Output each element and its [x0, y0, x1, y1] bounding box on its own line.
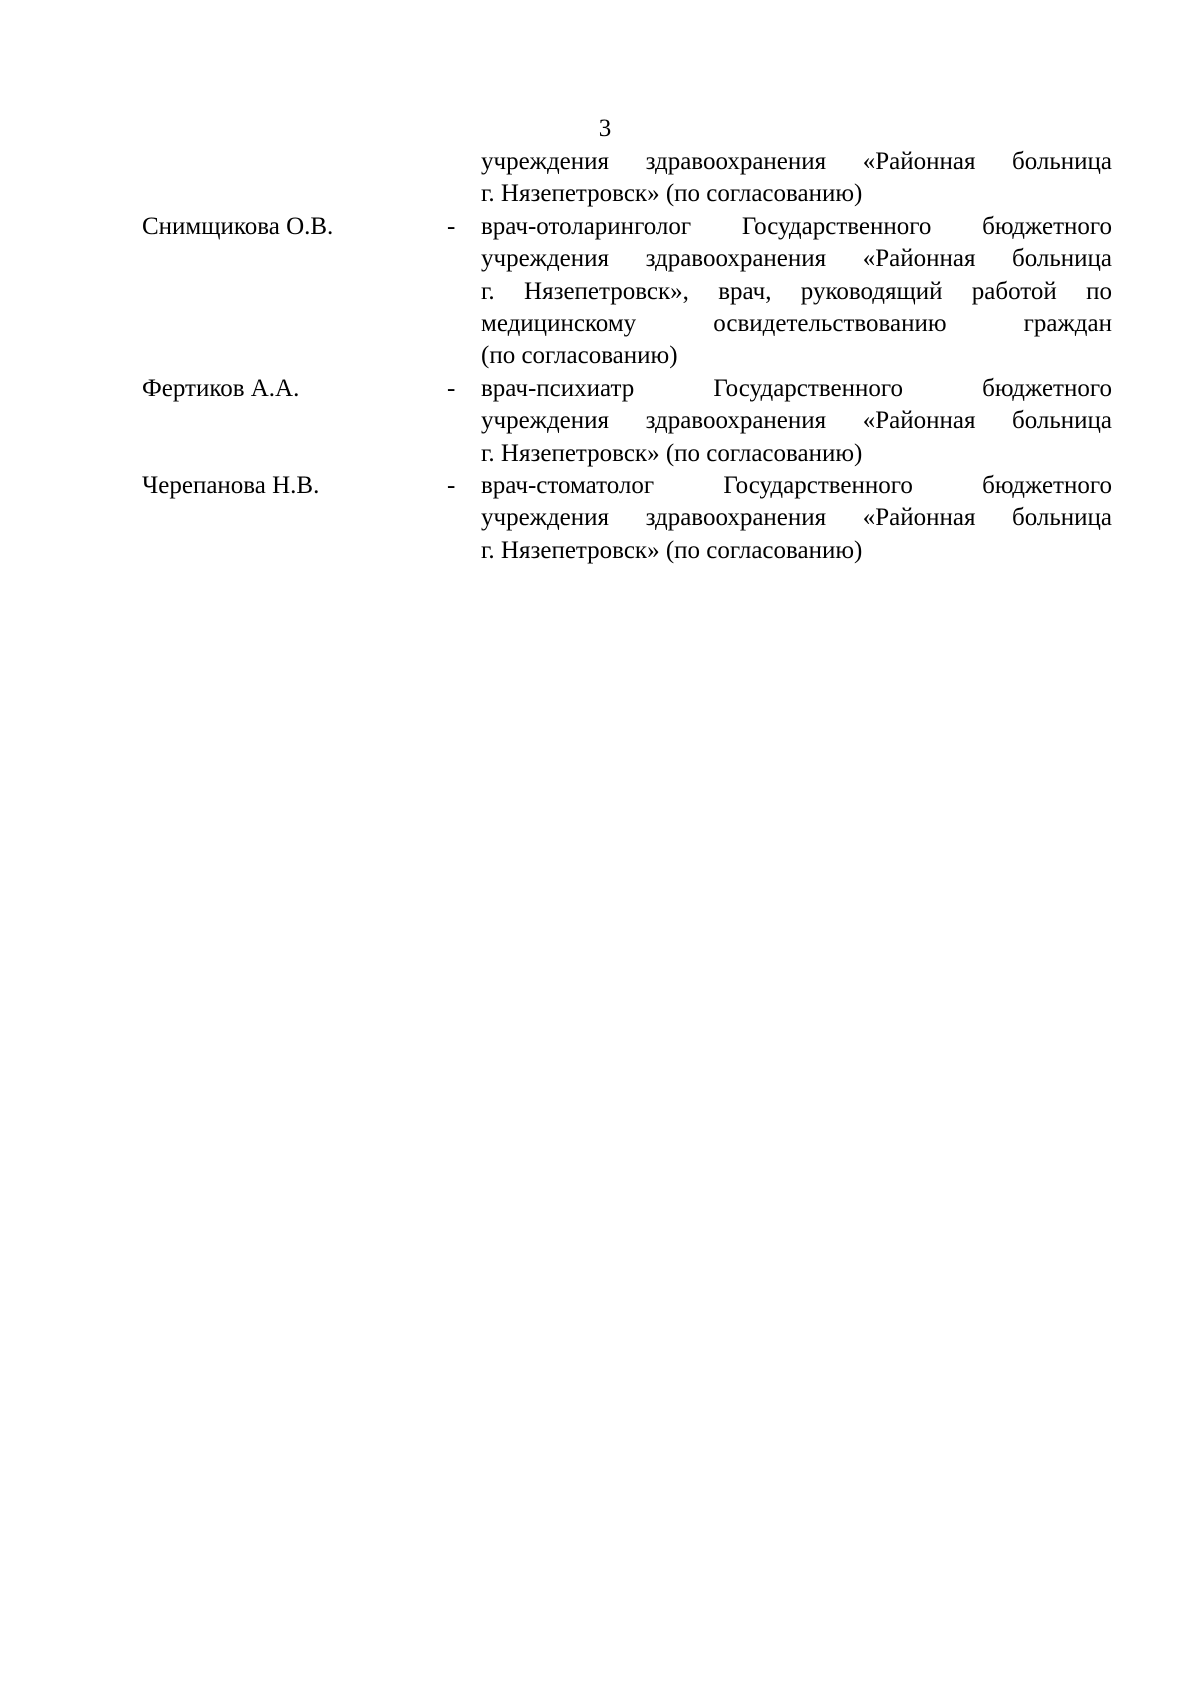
description-line: врач-стоматолог Государственного бюджетного	[481, 472, 1112, 500]
description-line: учреждения здравоохранения «Районная больница	[481, 407, 1112, 435]
description-line: учреждения здравоохранения «Районная больница	[481, 148, 1112, 175]
member-name: Черепанова Н.В.	[142, 472, 320, 500]
entry-description	[481, 373, 1112, 470]
continuation-entry	[0, 146, 1200, 211]
description-line: г. Нязепетровск» (по согласованию)	[481, 180, 863, 208]
description-line: г. Нязепетровск» (по согласованию)	[481, 439, 863, 467]
description-line: учреждения здравоохранения «Районная больница	[481, 504, 1112, 532]
entry-description	[481, 146, 1112, 211]
separator-dash: -	[447, 472, 456, 500]
description-line: врач-психиатр Государственного бюджетного	[481, 374, 1112, 402]
description-line: г. Нязепетровск», врач, руководящий работой по	[481, 277, 1112, 305]
entry-description	[481, 211, 1112, 373]
member-name: Снимщикова О.В.	[142, 212, 334, 240]
member-entry	[0, 470, 1200, 567]
separator-dash: -	[447, 212, 456, 240]
member-entry	[0, 373, 1200, 470]
description-line: учреждения здравоохранения «Районная больница	[481, 245, 1112, 273]
member-name: Фертиков А.А.	[142, 374, 300, 402]
separator-dash: -	[447, 374, 456, 402]
page-number: 3	[598, 115, 612, 142]
description-line: (по согласованию)	[481, 342, 678, 370]
member-entry	[0, 211, 1200, 373]
entry-description	[481, 470, 1112, 567]
description-line: медицинскому освидетельствованию граждан	[481, 310, 1112, 338]
description-line: врач-отоларинголог Государственного бюджетного	[481, 212, 1112, 240]
description-line: г. Нязепетровск» (по согласованию)	[481, 536, 863, 564]
commission-member-list	[0, 146, 1200, 567]
